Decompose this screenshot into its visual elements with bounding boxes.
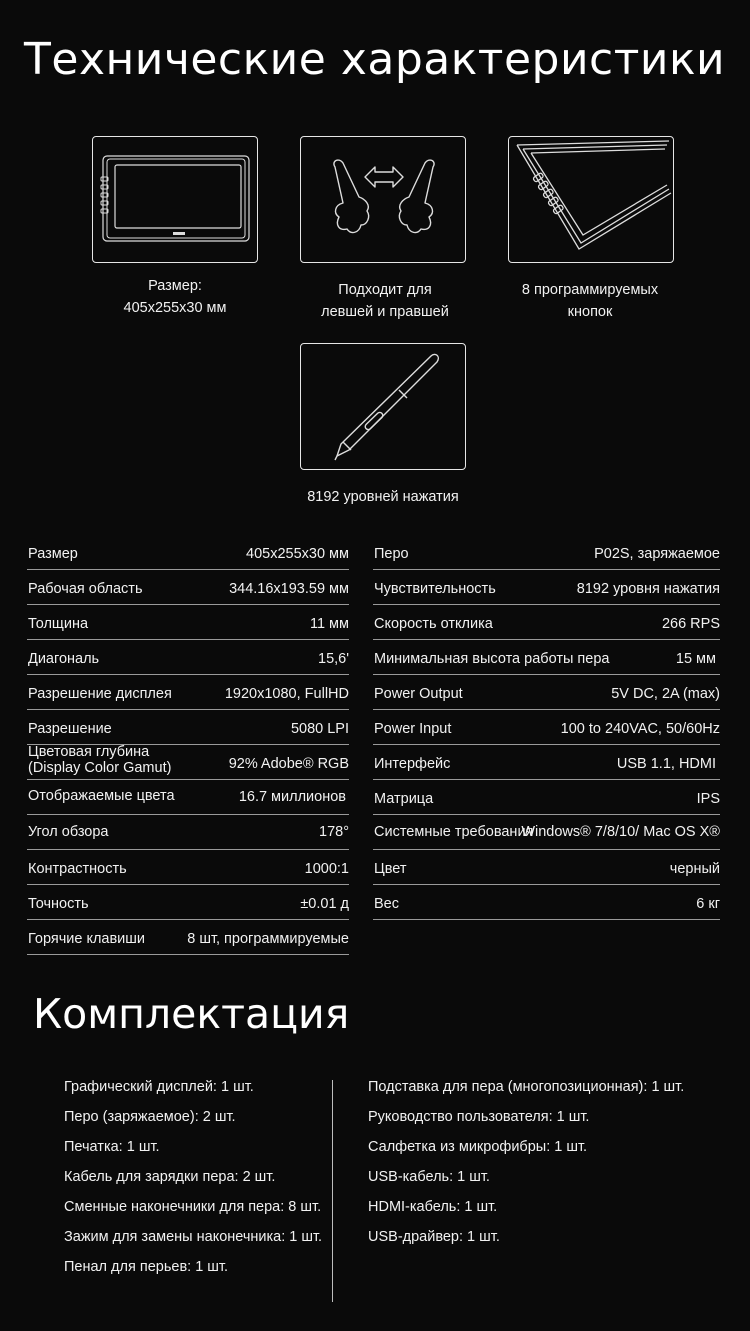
spec-value: 405x255x30 мм	[246, 546, 349, 562]
package-divider	[332, 1080, 333, 1302]
spec-value: 344.16x193.59 мм	[229, 581, 349, 597]
tablet-size-icon	[93, 137, 259, 264]
spec-value: 266 RPS	[661, 616, 720, 632]
spec-value: 15,6'	[318, 651, 349, 667]
feature-caption-keys: 8 программируемых кнопок	[521, 282, 659, 320]
feature-box-hands	[300, 136, 466, 263]
feature-caption-pen: 8192 уровней нажатия	[307, 489, 459, 505]
spec-row	[373, 536, 720, 570]
spec-value: 100 to 240VAC, 50/60Hz	[560, 721, 720, 737]
spec-row	[27, 816, 349, 850]
spec-value: 5V DC, 2A (max)	[611, 686, 720, 702]
spec-row	[373, 711, 720, 745]
spec-key: Перо	[374, 546, 409, 562]
list-item: Печатка: 1 шт.	[64, 1139, 160, 1155]
spec-value: 178°	[319, 824, 349, 840]
package-list-left	[64, 1076, 322, 1286]
list-item: Салфетка из микрофибры: 1 шт.	[368, 1139, 588, 1155]
spec-key: Рабочая область	[28, 581, 143, 597]
spec-value: USB 1.1, HDMI	[616, 756, 716, 772]
spec-value: 15 мм	[675, 651, 716, 667]
spec-row	[27, 921, 349, 955]
list-item: Графический дисплей: 1 шт.	[64, 1079, 254, 1095]
page-title: Технические характеристики	[24, 34, 726, 85]
spec-key: Размер	[28, 546, 78, 562]
list-item: Подставка для пера (многопозиционная): 1 шт.	[368, 1079, 685, 1095]
spec-row	[27, 606, 349, 640]
spec-value: 16.7 миллионов	[238, 789, 346, 805]
spec-value: 5080 LPI	[290, 721, 349, 737]
spec-key: Скорость отклика	[374, 616, 493, 632]
list-item: Пенал для перьев: 1 шт.	[64, 1259, 228, 1275]
spec-row	[27, 641, 349, 675]
spec-row	[27, 536, 349, 570]
spec-key: Контрастность	[28, 861, 127, 877]
spec-key: Толщина	[28, 616, 89, 632]
spec-value: IPS	[696, 791, 720, 807]
list-item: Перо (заряжаемое): 2 шт.	[64, 1109, 236, 1125]
spec-row	[27, 676, 349, 710]
feature-box-pen	[300, 343, 466, 470]
spec-value: 8192 уровня нажатия	[576, 581, 720, 597]
spec-row	[27, 571, 349, 605]
spec-key: Power Input	[374, 721, 452, 737]
spec-key: Точность	[28, 896, 89, 912]
list-item: Сменные наконечники для пера: 8 шт.	[64, 1199, 322, 1215]
list-item: Кабель для зарядки пера: 2 шт.	[64, 1169, 276, 1185]
package-title: Комплектация	[33, 990, 350, 1038]
spec-key: Цветовая глубина (Display Color Gamut)	[28, 744, 172, 776]
feature-caption-hands: Подходит для левшей и правшей	[321, 282, 449, 320]
spec-key: Разрешение дисплея	[28, 686, 172, 702]
spec-value: 1920x1080, FullHD	[224, 686, 349, 702]
spec-row	[27, 746, 349, 780]
spec-key: Вес	[374, 896, 399, 912]
spec-value: P02S, заряжаемое	[594, 546, 720, 562]
spec-row	[373, 606, 720, 640]
spec-value: 92% Adobe® RGB	[228, 756, 349, 772]
spec-value: 6 кг	[696, 896, 720, 912]
feature-box-size	[92, 136, 258, 263]
left-right-hand-icon	[301, 137, 467, 264]
specs-table-right	[373, 536, 720, 921]
feature-caption-size: Размер: 405x255x30 мм	[123, 278, 227, 316]
spec-row	[373, 851, 720, 885]
list-item: USB-драйвер: 1 шт.	[368, 1229, 500, 1245]
spec-row	[373, 886, 720, 920]
programmable-keys-icon	[509, 137, 675, 264]
spec-key: Интерфейс	[374, 756, 451, 772]
spec-row	[373, 746, 720, 780]
list-item: HDMI-кабель: 1 шт.	[368, 1199, 498, 1215]
spec-row	[27, 781, 349, 815]
package-list-right	[368, 1076, 684, 1256]
spec-key: Минимальная высота работы пера	[374, 651, 610, 667]
spec-key: Матрица	[374, 791, 434, 807]
spec-row	[27, 711, 349, 745]
spec-row	[373, 641, 720, 675]
spec-key: Диагональ	[28, 651, 100, 667]
stylus-pen-icon	[301, 344, 467, 471]
spec-key: Системные требования	[374, 824, 534, 840]
spec-key: Угол обзора	[28, 824, 109, 840]
spec-key: Отображаемые цвета	[28, 788, 175, 804]
spec-key: Горячие клавиши	[28, 931, 146, 947]
spec-key: Power Output	[374, 686, 463, 702]
specs-table-left	[27, 536, 349, 956]
spec-row	[27, 851, 349, 885]
spec-key: Чувствительность	[374, 581, 496, 597]
spec-value: ±0.01 д	[300, 896, 349, 912]
spec-value: 1000:1	[304, 861, 349, 877]
list-item: Зажим для замены наконечника: 1 шт.	[64, 1229, 323, 1245]
spec-key: Цвет	[374, 861, 407, 877]
spec-value: 11 мм	[309, 616, 349, 632]
spec-key: Разрешение	[28, 721, 112, 737]
spec-row	[373, 816, 720, 850]
feature-box-keys	[508, 136, 674, 263]
spec-row	[373, 781, 720, 815]
list-item: USB-кабель: 1 шт.	[368, 1169, 490, 1185]
spec-value: Windows® 7/8/10/ Mac OS X®	[521, 824, 720, 840]
list-item: Руководство пользователя: 1 шт.	[368, 1109, 590, 1125]
spec-row	[27, 886, 349, 920]
spec-row	[373, 676, 720, 710]
spec-value: черный	[669, 861, 720, 877]
spec-row	[373, 571, 720, 605]
spec-value: 8 шт, программируемые	[187, 931, 349, 947]
